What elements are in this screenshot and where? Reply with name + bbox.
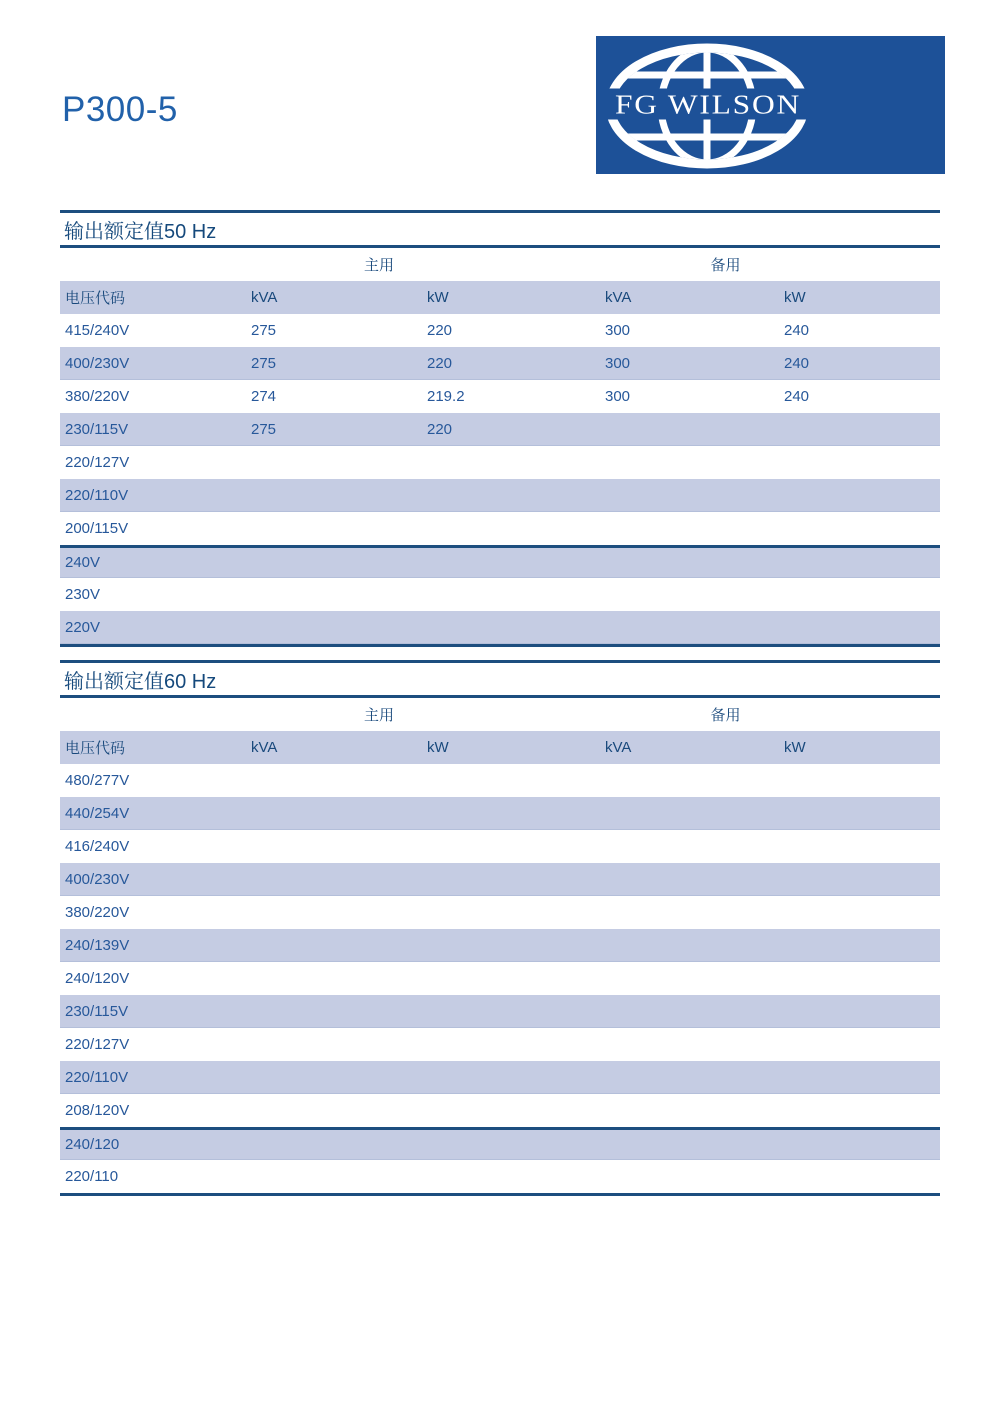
globe-icon [602,46,814,166]
rating-value-cell: 300 [605,388,631,405]
voltage-code-cell: 220/110 [65,1168,119,1185]
voltage-code-cell: 230/115V [65,420,129,438]
table-row [60,347,940,380]
column-header-row [60,731,940,764]
group-header-standby: 备用 [710,257,741,274]
rating-value-cell: 275 [251,354,277,372]
rating-value-cell: 220 [427,420,453,438]
col-header-kw-prime: kW [427,289,449,306]
col-header-voltage-code: 电压代码 [65,740,126,757]
table-row [60,863,940,896]
table-row [60,929,940,962]
voltage-code-cell: 220/127V [65,1036,130,1053]
table-body [60,764,940,1193]
section-heading-50hz: 输出额定值50 Hz [64,220,217,243]
table-row [60,1061,940,1094]
page-title: P300-5 [62,90,178,129]
table-row [60,413,940,446]
rating-value-cell: 275 [251,322,277,339]
voltage-code-cell: 220V [65,618,101,636]
section-heading-60hz: 输出额定值60 Hz [64,670,217,693]
rating-value-cell: 300 [605,354,631,372]
table-row [60,995,940,1028]
logo-text: FG WILSON [615,89,801,120]
rating-value-cell: 275 [251,420,277,438]
table-row [60,446,940,479]
col-header-kw-standby: kW [784,739,806,756]
table-row [60,896,940,929]
table-row [60,314,940,347]
rating-value-cell: 240 [784,354,810,372]
col-header-kva-standby: kVA [605,739,632,756]
table-row [60,764,940,797]
col-header-kva-standby: kVA [605,289,632,306]
column-header-row [60,281,940,314]
group-header-standby: 备用 [710,707,741,724]
table-row [60,545,940,578]
table-row [60,578,940,611]
table-row [60,380,940,413]
group-header-prime: 主用 [363,257,394,274]
voltage-code-cell: 400/230V [65,354,130,372]
voltage-code-cell: 230/115V [65,1002,129,1020]
fg-wilson-logo [596,36,945,174]
voltage-code-cell: 440/254V [65,804,130,822]
column-group-row [60,248,940,281]
rating-value-cell: 219.2 [427,388,465,405]
voltage-code-cell: 220/110V [65,486,129,504]
voltage-code-cell: 400/230V [65,870,130,888]
group-header-prime: 主用 [363,707,394,724]
voltage-code-cell: 480/277V [65,772,130,789]
voltage-code-cell: 240/120 [65,1136,120,1153]
divider-rule [60,644,940,647]
table-row [60,1028,940,1061]
voltage-code-cell: 380/220V [65,904,130,921]
table-row [60,1094,940,1127]
voltage-code-cell: 200/115V [65,520,129,537]
table-row [60,611,940,644]
col-header-kw-prime: kW [427,739,449,756]
voltage-code-cell: 416/240V [65,838,130,855]
voltage-code-cell: 415/240V [65,322,130,339]
col-header-kw-standby: kW [784,289,806,306]
voltage-code-cell: 230V [65,586,101,603]
table-row [60,962,940,995]
voltage-code-cell: 240/120V [65,970,130,987]
voltage-code-cell: 380/220V [65,388,130,405]
table-row [60,479,940,512]
table-body [60,314,940,644]
rating-value-cell: 220 [427,322,453,339]
rating-value-cell: 274 [251,388,277,405]
table-row [60,830,940,863]
table-row [60,1160,940,1193]
ratings-table-50hz [60,210,940,647]
ratings-table-60hz [60,660,940,1196]
table-row [60,512,940,545]
table-row [60,1127,940,1160]
col-header-voltage-code: 电压代码 [65,290,126,307]
voltage-code-cell: 240/139V [65,936,130,954]
voltage-code-cell: 220/127V [65,454,130,471]
divider-rule [60,1193,940,1196]
col-header-kva-prime: kVA [251,289,278,306]
table-row [60,797,940,830]
voltage-code-cell: 220/110V [65,1068,129,1086]
rating-value-cell: 240 [784,322,810,339]
col-header-kva-prime: kVA [251,739,278,756]
voltage-code-cell: 240V [65,554,101,571]
voltage-code-cell: 208/120V [65,1102,130,1119]
rating-value-cell: 300 [605,322,631,339]
rating-value-cell: 220 [427,354,453,372]
column-group-row [60,698,940,731]
rating-value-cell: 240 [784,388,810,405]
